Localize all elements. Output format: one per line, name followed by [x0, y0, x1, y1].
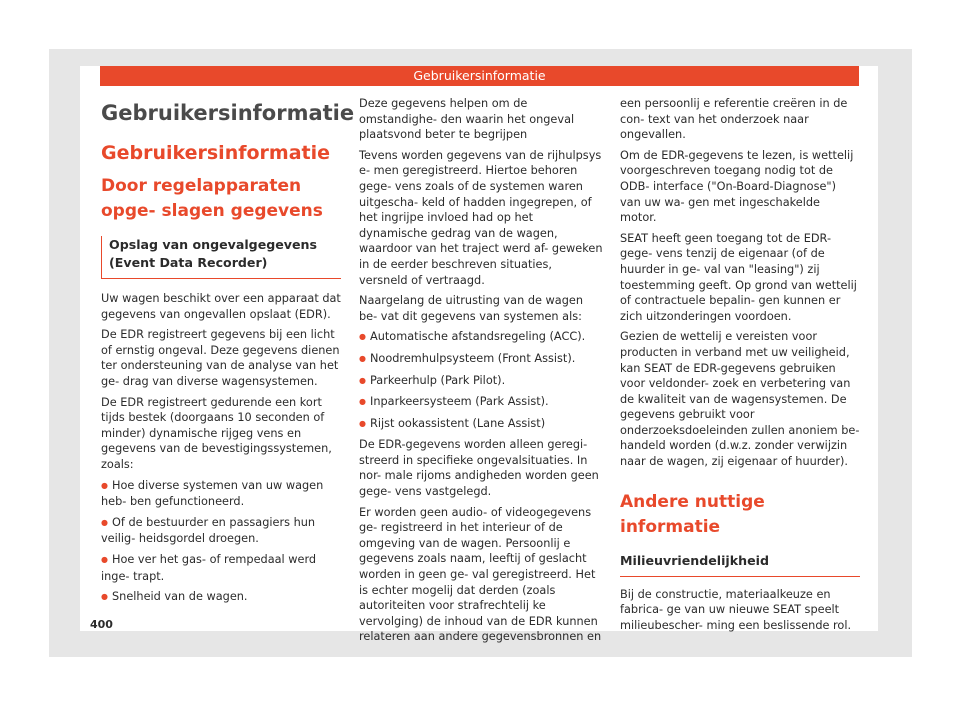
paragraph: Gezien de wettelij e vereisten voor producten in verband met uw veiligheid, kan SEAT de EDR-gegevens gebruiken voor veldonder- zoek en verbetering van de kwaliteit van de wagensystemen. De gegevens gebruikt voor onderzoeksdoeleinden zullen anoniem be- handeld worden (d.w.z. zonder verwijzin naar de wagen, zij eigenaar of huurder).: [620, 330, 860, 469]
bullet-item: ● Rijst ookassistent (Lane Assist): [359, 416, 604, 433]
running-header: Gebruikersinformatie: [100, 66, 859, 86]
section-heading: Andere nuttige informatie: [620, 491, 765, 537]
paragraph: Bij de constructie, materiaalkeuze en fabrica- ge van uw nieuwe SEAT speelt milieubescher- ming een beslissende rol.: [620, 587, 852, 632]
column-right: [620, 96, 860, 638]
column-middle: [359, 96, 604, 650]
paragraph: Er worden geen audio- of videogegevens ge- registreerd in het interieur of de omgeving van de wagen. Persoonlij e gegevens zoals naam, leeftij of geslacht worden in geen ge- val geregistreerd. Het is echter mogelij dat derden (zoals autoriteiten voor strafrechtelij ke vervolging) de inhoud van de EDR kunnen relateren aan andere gegevensbronnen en: [359, 505, 602, 644]
paragraph: Naargelang de uitrusting van de wagen be- vat dit gegevens van systemen als:: [359, 294, 583, 323]
topic-heading: Opslag van ongevalgegevens (Event Data Recorder): [101, 236, 341, 279]
subsection-title: Door regelapparaten opge- slagen gegevens: [101, 176, 323, 221]
bullet-item: ● Parkeerhulp (Park Pilot).: [359, 373, 604, 390]
topic-heading: Milieuvriendelijkheid: [620, 552, 860, 577]
paragraph: Uw wagen beschikt over een apparaat dat gegevens van ongevallen opslaat (EDR).: [101, 292, 341, 321]
column-left: [101, 98, 355, 611]
paragraph: SEAT heeft geen toegang tot de EDR-gege- vens tenzij de eigenaar (of de huurder in ge- val van "leasing") zij toestemming geeft. Op grond van wettelij of contractuele bepalin- gen kunnen er zich uitzonderingen voordoen.: [620, 231, 857, 323]
chapter-title: Gebruikersinformatie: [101, 101, 355, 125]
page-number: 400: [90, 618, 113, 631]
paragraph: De EDR registreert gedurende een kort tijds bestek (doorgaans 10 seconden of minder) dynamische rijgeg vens en gegevens van de bevestigingssystemen, zoals:: [101, 395, 332, 471]
paragraph: Tevens worden gegevens van de rijhulpsys e- men geregistreerd. Hiertoe behoren gege- vens zoals of de systemen waren uitgescha- keld of hadden ingegrepen, of het ingrijpe invloed had op het dynamische gedrag van de wagen, waardoor van het traject werd af- geweken in de eerder beschreven situaties, versneld of vertraagd.: [359, 148, 603, 287]
paragraph: Deze gegevens helpen om de omstandighe- den waarin het ongeval plaatsvond beter te begrijpen: [359, 97, 575, 142]
paragraph: De EDR registreert gegevens bij een licht of ernstig ongeval. Deze gegevens dienen ter ondersteuning van de analyse van het ge- drag van diverse wagensystemen.: [101, 328, 340, 388]
paragraph: Om de EDR-gegevens te lezen, is wettelij voorgeschreven toegang nodig tot de ODB- interface ("On-Board-Diagnose") van uw wa- gen met ingeschakelde motor.: [620, 148, 854, 225]
bullet-item: ● Hoe ver het gas- of rempedaal werd inge- trapt.: [101, 552, 341, 584]
section-title: Gebruikersinformatie: [101, 142, 331, 164]
bullet-item: ● Snelheid van de wagen.: [101, 589, 341, 606]
bullet-item: ● Of de bestuurder en passagiers hun veilig- heidsgordel droegen.: [101, 515, 341, 547]
paragraph: een persoonlij e referentie creëren in de con- text van het onderzoek naar ongevallen.: [620, 97, 848, 142]
paragraph: De EDR-gegevens worden alleen geregi- streerd in specifieke ongevalsituaties. In nor- male rijoms andigheden worden geen gege- vens vastgelegd.: [359, 438, 599, 499]
bullet-item: ● Noodremhulpsysteem (Front Assist).: [359, 351, 604, 368]
bullet-item: ● Inparkeersysteem (Park Assist).: [359, 394, 604, 411]
bullet-item: ● Automatische afstandsregeling (ACC).: [359, 329, 604, 346]
bullet-item: ● Hoe diverse systemen van uw wagen heb- ben gefunctioneerd.: [101, 478, 341, 510]
